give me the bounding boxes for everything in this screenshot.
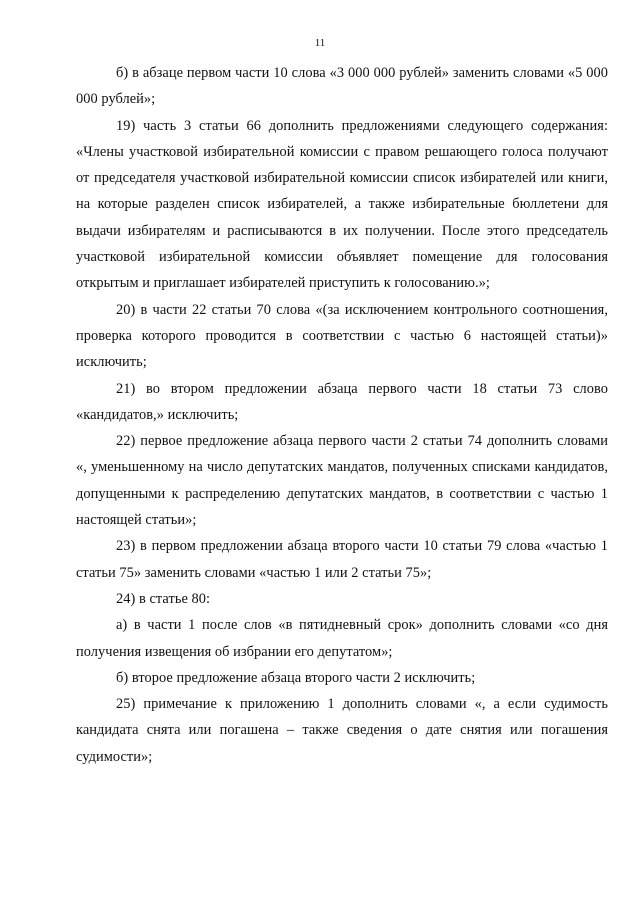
paragraph-24-a: а) в части 1 после слов «в пятидневный срок» дополнить словами «со дня получения извещения об избрании его депутатом»; xyxy=(76,617,608,660)
paragraph-21: 21) во втором предложении абзаца первого части 18 статьи 73 слово «кандидатов,» исключить; xyxy=(76,380,608,423)
paragraph-23: 23) в первом предложении абзаца второго части 10 статьи 79 слова «частью 1 статьи 75» заменить словами «частью 1 или 2 статьи 75»; xyxy=(76,538,608,581)
paragraph-24-b: б) второе предложение абзаца второго части 2 исключить; xyxy=(116,669,476,686)
paragraph-19: 19) часть 3 статьи 66 дополнить предложениями следующего содержания: «Члены участковой избирательной комиссии с правом решающего голоса получают от председателя участковой избирательной комиссии список избирателей или книги, на которые разделен список избирателей, а также избирательные бюллетени для выдачи избирателям и расписываются в их получении. После этого председатель участковой избирательной комиссии объявляет помещение для голосования открытым и приглашает избирателей приступить к голосованию.»; xyxy=(76,117,608,292)
paragraph-b-part-10: б) в абзаце первом части 10 слова «3 000 000 рублей» заменить словами «5 000 000 рублей»; xyxy=(76,65,608,108)
paragraph-24: 24) в статье 80: xyxy=(116,590,211,607)
paragraph-20: 20) в части 22 статьи 70 слова «(за исключением контрольного соотношения, проверка которого проводится в соответствии с частью 6 настоящей статьи)» исключить; xyxy=(76,301,608,371)
document-body xyxy=(76,60,608,770)
paragraph-25: 25) примечание к приложению 1 дополнить словами «, а если судимость кандидата снята или погашена – также сведения о дате снятия или погашения судимости»; xyxy=(76,696,608,765)
paragraph-22: 22) первое предложение абзаца первого части 2 статьи 74 дополнить словами «, уменьшенному на число депутатских мандатов, полученных списками кандидатов, допущенными к распределению депутатских мандатов, в соответствии с частью 1 настоящей статьи»; xyxy=(76,433,608,529)
page-number: 11 xyxy=(314,37,326,49)
